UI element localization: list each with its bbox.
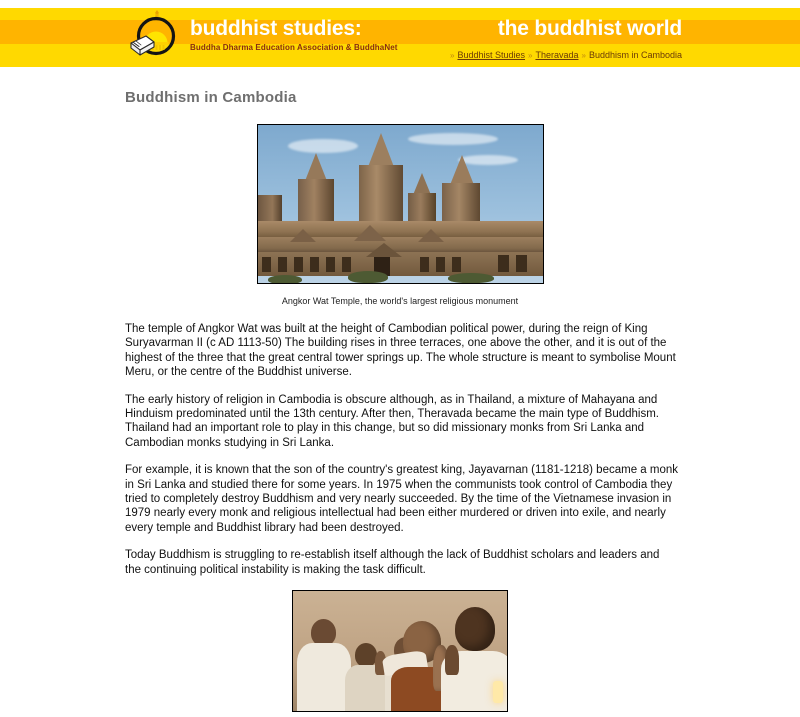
main-content: [0, 67, 800, 717]
figure-robe: [297, 643, 351, 712]
section-title: the buddhist world: [497, 17, 682, 40]
right-tower-body: [442, 183, 480, 223]
paragraph-1: The temple of Angkor Wat was built at the height of Cambodian political power, during the reign of King Suryavarman II (c AD 1113-50) The building rises in three terraces, one above the other, and it is out of the highest of the three that the great central tower springs up. The whole structure is meant to symbolise Mount Meru, or the centre of the Buddhist universe.: [125, 323, 676, 379]
foreground-bush: [448, 273, 494, 283]
candle-light: [493, 681, 503, 703]
angkor-wat-caption: Angkor Wat Temple, the world's largest religious monument: [281, 296, 519, 306]
article-body: [125, 322, 678, 577]
colonnade-arch: [452, 257, 461, 272]
paragraph-2: The early history of religion in Cambodia is obscure although, as in Thailand, a mixture of Mahayana and Hinduism predominated until the 13th century. After then, Theravada became the main type of Buddhism. Thailand had an important role to play in this change, but so did missionary monks from Sri Lanka and Cambodian monks studying in Sri Lanka.: [125, 393, 659, 449]
buddhist-studies-logo-icon[interactable]: [127, 9, 183, 61]
inner-tower-body: [408, 193, 436, 223]
central-tower-body: [359, 165, 403, 223]
left-tower-body: [298, 179, 334, 223]
breadcrumb: [447, 50, 682, 60]
page-title: Buddhism in Cambodia: [125, 89, 297, 106]
elder-head: [455, 607, 495, 651]
breadcrumb-link-theravada[interactable]: Theravada: [535, 50, 579, 60]
monks-figure: [0, 590, 800, 717]
figure-head: [355, 643, 377, 667]
header-top-white-cap: [0, 0, 800, 8]
site-subtitle: Buddha Dharma Education Association & BuddhaNet: [190, 43, 398, 52]
breadcrumb-separator: »: [581, 51, 586, 60]
breadcrumb-separator: »: [450, 51, 455, 60]
central-tower-spire: [368, 133, 394, 167]
colonnade-arch: [310, 257, 319, 272]
site-header: [0, 0, 800, 67]
colonnade-arch: [262, 257, 271, 272]
colonnade-arch: [326, 257, 335, 272]
cloud-shape: [408, 133, 498, 145]
breadcrumb-link-buddhist-studies[interactable]: Buddhist Studies: [457, 50, 525, 60]
left-tower-spire: [305, 153, 327, 181]
colonnade-arch: [498, 255, 509, 272]
breadcrumb-separator: »: [528, 51, 533, 60]
far-left-tower-body: [258, 195, 282, 223]
figure-head: [311, 619, 336, 646]
porch-gable: [418, 229, 444, 242]
site-title: buddhist studies:: [190, 17, 362, 40]
foreground-bush: [348, 271, 388, 283]
paragraph-4: Today Buddhism is struggling to re-establish itself although the lack of Buddhist scholars and leaders and the continuing political instability is making the task difficult.: [125, 549, 660, 576]
inner-tower-spire: [413, 173, 431, 195]
cloud-shape: [288, 139, 358, 153]
colonnade-arch: [342, 257, 351, 272]
background-figure: [297, 615, 351, 711]
elder-hand: [445, 645, 459, 675]
colonnade-arch: [294, 257, 303, 272]
monks-photo: [292, 590, 508, 712]
right-tower-spire: [450, 155, 474, 185]
entrance-gable: [366, 243, 402, 257]
angkor-wat-figure: [0, 124, 800, 306]
foreground-bush: [268, 275, 302, 284]
colonnade-arch: [420, 257, 429, 272]
colonnade-arch: [436, 257, 445, 272]
paragraph-3: For example, it is known that the son of the country's greatest king, Jayavarnan (1181-1218) became a monk in Sri Lanka and studied there for some years. In 1975 when the communists took control of Cambodia they tried to completely destroy Buddhism and very nearly succeeded. By the time of the Vietnamese invasion in 1979 nearly every monk and religious intellectual had been either murdered or driven into exile, and nearly every temple and Buddhist library had been destroyed.: [125, 464, 678, 534]
angkor-wat-photo: [257, 124, 544, 284]
breadcrumb-current-page: Buddhism in Cambodia: [588, 50, 682, 60]
porch-gable: [354, 225, 386, 241]
porch-gable: [290, 229, 316, 242]
colonnade-arch: [516, 255, 527, 272]
colonnade-arch: [278, 257, 287, 272]
